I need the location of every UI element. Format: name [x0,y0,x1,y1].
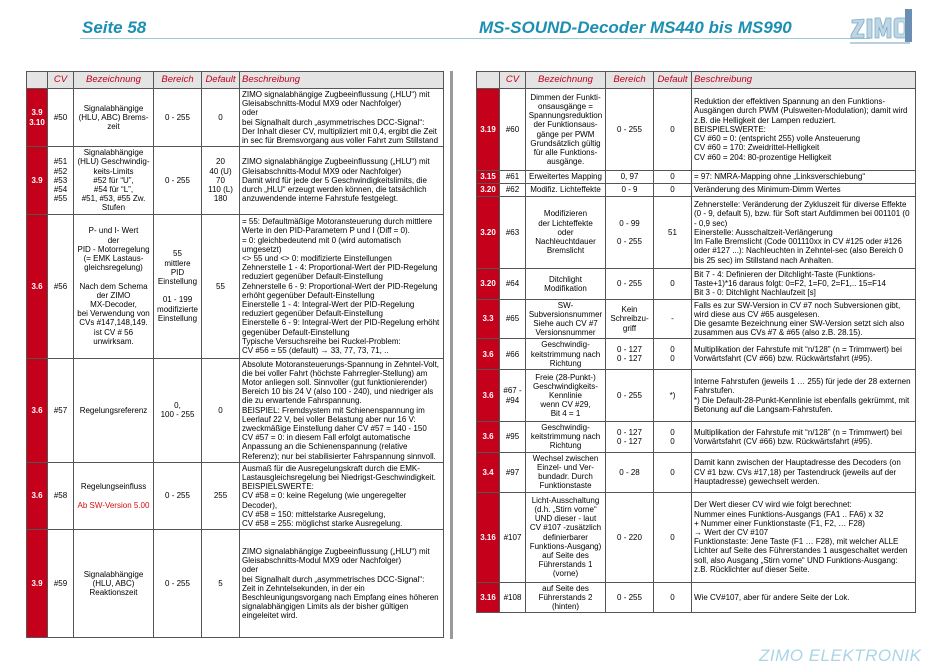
cv-range [154,89,202,147]
cv-default-text: 51 [668,227,677,237]
section-ref-text: 3.4 [482,467,494,477]
cv-number [500,184,526,197]
cv-name-text: Licht-Ausschaltung (d.h. „Stirn vorne“ UND dieser - laut CV #107 -zusätzlich definierbarer Funktions-Ausgang) auf Seite des Führerstands 1 (vorne) [529,495,602,579]
cv-description-text: Reduktion der effektiven Spannung an den Funktions-Ausgängen durch PWM (Pulsweiten-Modulation); damit wird z.B. die Helligkeit der Lampen reduziert. BEISPIELSWERTE: CV #60 = 0: (entspricht 255) volle Ansteuerung CV #60 = 170: Zweidrittel-Helligkeit CV #60 = 204: 80-prozentige Helligkeit [694,97,908,162]
footer-brand: ZIMO ELEKTRONIK [759,646,922,665]
section-ref [477,89,500,171]
cv-range-text: Kein Schreibzu- griff [610,305,649,333]
section-ref-text: 3.9 [31,579,43,589]
col-default-header: Default [202,72,240,89]
cv-name-text: Erweitertes Mapping [529,172,602,182]
cv-row [477,582,916,613]
version-note: Ab SW-Version 5.00 [77,500,150,510]
cv-number-text: #63 [505,227,520,237]
cv-name [74,530,154,638]
cv-default-text: 0 [218,405,223,415]
cv-range-text: 0 - 9 [621,185,638,195]
cv-name-text: P- und I- Wert der PID - Motorregelung (= EMK Lastaus- gleichsregelung) Nach dem Schema der ZIMO MX-Decoder, bei Verwendung von CVs #147,148,149. ist CV # 56 unwirksam. [77,226,150,346]
cv-default-text: *) [669,390,676,400]
cv-default [654,89,692,171]
cv-name-text: Regelungseinfluss [80,482,147,492]
cv-name [74,147,154,214]
cv-default [654,452,692,492]
cv-row [477,422,916,453]
cv-description-text: Absolute Motoransteuerungs-Spannung in Zehntel-Volt, die bei voller Fahrt (höchste Fahrregler-Stellung) am Motor anliegen soll. Sinnvoller (gut funktionierender) Bereich 10 bis 24 V (also 100 - 240), und niedriger als die zu erwartende Fahrspannung. BEISPIEL: Fremdsystem mit Schienenspannung im Leerlauf 22 V, bei voller Belastung aber nur 16 V: zweckmäßige Einstellung daher CV #57 = 140 - 150 CV #57 = 0: in diesem Fall erfolgt automatische Anpassung an die Schienenspannung (relative Referenz); nur bei stabilisierter Fahrspannung sinnvoll. [242,359,440,461]
cv-row [27,89,444,147]
col-range-header: Bereich [606,72,654,89]
cv-number [48,358,74,462]
section-ref [477,299,500,339]
section-ref-text: 3.6 [31,491,43,501]
cv-description-text: ZIMO signalabhängige Zugbeeinflussung („HLU“) mit Gleisabschnitts-Modul MX9 oder Nachfolger) Damit wird für jede der 5 Geschwindigkeitslimits, die durch „HLU“ erzeugt werden können, die tatsächlich anzuwendende interne Fahrstufe festgelegt. [242,157,430,204]
cv-row [27,358,444,462]
cv-range-text: 0 - 127 0 - 127 [617,345,642,364]
cv-name [74,358,154,462]
cv-range [606,492,654,582]
section-ref [27,147,48,214]
cv-name [526,452,606,492]
cv-description [240,462,444,529]
cv-description [240,358,444,462]
cv-description-text: Zehnerstelle: Veränderung der Zykluszeit für diverse Effekte (0 - 9, default 5), bzw. für Soft start Aufdimmen bei 001101 (0 - 0,9 sec) Einerstelle: Ausschaltzeit-Verlängerung Im Falle Bremslicht (Code 001110xx in CV #125 oder #126 oder #127 ...): Nachleuchten in Zehntel-sec (also Bereich 0 bis 25 sec) im Stillstand nach Anhalten. [694,200,910,265]
cv-row [27,530,444,638]
cv-default-text: 5 [218,579,223,589]
cv-range-text: 0 - 28 [619,467,640,477]
col-desc-header: Beschreibung [240,72,444,89]
cv-range-text: 0 - 220 [617,532,642,542]
cv-row [27,147,444,214]
col-cv-header: CV [500,72,526,89]
cv-row [477,339,916,370]
cv-name [526,89,606,171]
cv-description-text: Multiplikation der Fahrstufe mit “n/128” (n = Trimmwert) bei Vorwärtsfahrt (CV #66) bzw. Rückwärtsfahrt (#95). [694,345,902,364]
cv-name-text: SW- Subversionsnummer Siehe auch CV #7 Versionsnummer [528,300,603,338]
cv-description-text: Bit 7 - 4: Definieren der Ditchlight-Taste (Funktions-Taste+1)*16 daraus folgt: 0=F2, 1=F0, 2=F1,.. 15=F14 Bit 3 - 0: Ditchlight Nachlaufzeit [s] [694,270,886,298]
section-ref [477,582,500,613]
cv-default-text: 0 [670,185,675,195]
cv-description [692,422,916,453]
cv-name [526,339,606,370]
section-ref-text: 3.9 3.10 [29,108,45,127]
cv-number-text: #58 [53,491,68,501]
cv-default [654,269,692,300]
cv-range-text: 0 - 255 [617,592,642,602]
cv-range [606,299,654,339]
cv-number-text: #107 [503,532,522,542]
cv-range [154,530,202,638]
cv-row [477,269,916,300]
cv-range-text: 0 - 255 [617,124,642,134]
cv-row [477,184,916,197]
section-ref [477,452,500,492]
section-ref [477,492,500,582]
section-ref-text: 3.6 [482,390,494,400]
col-desc-header: Beschreibung [692,72,916,89]
section-ref-text: 3.6 [482,349,494,359]
cv-name-text: auf Seite des Führerstands 2 (hinten) [538,583,593,612]
cv-range [154,462,202,529]
cv-description-text: Interne Fahrstufen (jeweils 1 … 255) für jede der 28 externen Fahrstufen. *) Die Default-28-Punkt-Kennlinie ist ebenfalls gekrümmt, mit Betonung auf die Langsam-Fahrstufen. [694,377,911,414]
cv-description [692,370,916,422]
cv-default-text: 20 40 (U) 70 110 (L) 180 [208,157,233,204]
cv-row [477,171,916,184]
cv-default [202,462,240,529]
cv-name [526,269,606,300]
cv-default [202,530,240,638]
section-ref [27,358,48,462]
cv-description-text: Wie CV#107, aber für andere Seite der Lok. [694,592,850,602]
cv-name-text: Freie (28-Punkt-) Geschwindigkeits- Kennlinie wenn CV #29, Bit 4 = 1 [533,372,598,419]
cv-number-text: #62 [505,185,520,195]
cv-description [692,582,916,613]
page-divider [450,71,453,639]
cv-number-text: #67 - #94 [503,386,522,405]
cv-default [654,197,692,269]
cv-default-text: 0 [670,279,675,289]
cv-name-text: Ditchlight Modifikation [544,274,587,293]
cv-number-text: #57 [53,405,68,415]
cv-number [48,530,74,638]
cv-description [240,530,444,638]
cv-name-text: Signalabhängige (HLU) Geschwindig- keits-Limits #52 für “U”, #54 für “L”, #51, #53, #55 Zw. Stufen [77,148,150,213]
cv-description-text: ZIMO signalabhängige Zugbeeinflussung („HLU“) mit Gleisabschnitts-Modul MX9 oder Nachfolger) oder bei Signalhalt durch „asymmetrisches DCC-Signal“: Zeit in Zehntelsekunden, in der ein Beschleunigungsvorgang nach Empfang eines höheren signalabhängigen Limits als der bisher gültigen eingeleitet wird. [242,546,439,621]
cv-range [606,171,654,184]
cv-number-text: #59 [53,579,68,589]
cv-description [692,339,916,370]
cv-default [202,89,240,147]
cv-range [606,370,654,422]
cv-range [154,358,202,462]
cv-number [500,582,526,613]
cv-description [692,89,916,171]
cv-description [692,184,916,197]
cv-number-text: #56 [53,281,68,291]
cv-name [74,214,154,358]
cv-default-text: 0 [670,467,675,477]
cv-row [27,214,444,358]
col-name-header: Bezeichnung [74,72,154,89]
cv-default [654,370,692,422]
cv-name [74,462,154,529]
cv-range-text: 55 mittlere PID Einstellung 01 - 199 modifizierte Einstellung [157,249,198,323]
cv-range [606,452,654,492]
col-cv-header: CV [48,72,74,89]
cv-description [240,214,444,358]
header-rule [80,38,870,39]
cv-range-text: 0 - 255 [165,113,190,122]
cv-description [692,492,916,582]
cv-range [606,197,654,269]
cv-row [477,197,916,269]
cv-name [526,370,606,422]
cv-default-text: 0 [670,172,675,182]
cv-default [654,492,692,582]
cv-range-text: 0 - 255 [165,175,190,185]
cv-row [27,462,444,529]
cv-default-text: 0 [670,532,675,542]
cv-number [500,269,526,300]
cv-default [202,147,240,214]
cv-description-text: = 97: NMRA-Mapping ohne „Linksverschiebung“ [694,172,865,182]
cv-default [654,582,692,613]
cv-default-text: 55 [216,281,225,291]
section-ref [27,214,48,358]
cv-default-text: 255 [213,491,228,501]
cv-range [606,89,654,171]
section-ref [477,197,500,269]
cv-number-text: #60 [505,124,520,134]
cv-number-text: #66 [505,349,520,359]
cv-number-text: #95 [505,432,520,442]
section-header [27,72,48,89]
cv-range [154,147,202,214]
cv-name [526,184,606,197]
cv-number-text: #61 [505,172,520,182]
cv-number [48,214,74,358]
section-ref-text: 3.20 [480,185,496,195]
page-number: Seite 58 [82,18,147,37]
section-ref-text: 3.9 [31,175,43,185]
col-name-header: Bezeichnung [526,72,606,89]
cv-description [240,147,444,214]
cv-default [202,214,240,358]
section-ref-text: 3.19 [480,124,496,134]
cv-default [654,339,692,370]
cv-range-text: 0 - 255 [617,279,642,289]
cv-name-text: Wechsel zwischen Einzel- und Ver- bundadr. Durch Funktionstaste [532,453,599,491]
cv-default [654,171,692,184]
cv-default-text: 0 0 [670,427,675,446]
cv-range [606,422,654,453]
section-ref-text: 3.6 [31,281,43,291]
cv-description-text: Multiplikation der Fahrstufe mit “n/128” (n = Trimmwert) bei Vorwärtsfahrt (CV #66) bzw. Rückwärtsfahrt (#95). [694,427,902,446]
cv-name-text: Modifiz. Lichteffekte [530,185,601,195]
cv-description-text: Ausmaß für die Ausregelungskraft durch die EMK-Lastausgleichsregelung bei Niedrigst-Geschwindigkeit. BEISPIELSWERTE: CV #58 = 0: keine Regelung (wie ungeregelter Decoder), CV #58 = 150: mittelstarke Ausregelung, CV #58 = 255: möglichst starke Ausregelung. [242,463,436,529]
cv-number [48,147,74,214]
section-ref-text: 3.6 [31,405,43,415]
cv-range-text: 0 - 255 [617,390,642,400]
cv-row [477,89,916,171]
document-title: MS-SOUND-Decoder MS440 bis MS990 [479,18,792,37]
cv-number [500,370,526,422]
cv-name-text: Modifizieren der Lichteffekte oder Nachleuchtdauer Bremslicht [535,209,596,256]
cv-row [477,370,916,422]
section-ref [477,339,500,370]
cv-number [48,462,74,529]
cv-description-text: Veränderung des Minimum-Dimm Wertes [694,185,841,195]
cv-range [606,269,654,300]
cv-description [692,269,916,300]
cv-range [606,339,654,370]
cv-number-text: #51 #52 #53 #54 #55 [53,157,68,204]
cv-number-text: #65 [505,314,520,324]
cv-description [692,299,916,339]
cv-range-text: 0, 97 [620,172,639,182]
cv-description [240,89,444,147]
cv-default-text: 0 [670,124,675,134]
cv-number [500,422,526,453]
cv-name-text: Geschwindig- keitstrimmung nach Richtung [530,423,601,451]
section-ref-text: 3.20 [480,279,496,289]
cv-name [526,299,606,339]
cv-number [500,492,526,582]
section-header [477,72,500,89]
cv-name-text: Dimmen der Funkti- onsausgänge = Spannungsreduktion der Funktionsaus- gänge per PWM Grundsätzlich gültig für alle Funktions- ausgänge. [528,92,603,167]
cv-range [154,214,202,358]
section-ref [477,171,500,184]
cv-range-text: 0 - 127 0 - 127 [617,427,642,446]
cv-range [606,184,654,197]
col-range-header: Bereich [154,72,202,89]
cv-number [500,299,526,339]
cv-number [48,89,74,147]
zimo-logo [848,6,914,50]
cv-description [692,171,916,184]
cv-name-text: Regelungsreferenz [79,405,148,415]
col-default-header: Default [654,72,692,89]
cv-range [606,582,654,613]
section-ref-text: 3.15 [480,172,496,182]
cv-row [477,492,916,582]
section-ref [27,89,48,147]
cv-default-text: 0 [218,113,223,122]
cv-number [500,171,526,184]
cv-number [500,339,526,370]
section-ref [477,269,500,300]
cv-range-text: 0 - 255 [165,491,190,501]
cv-default-text: - [671,314,674,324]
cv-number-text: #108 [503,592,522,602]
cv-default [202,358,240,462]
cv-range-text: 0, 100 - 255 [160,401,195,420]
cv-default [654,422,692,453]
section-ref [477,370,500,422]
cv-name [526,197,606,269]
cv-number [500,452,526,492]
cv-description-text: Damit kann zwischen der Hauptadresse des Decoders (on CV #1 bzw. CVs #17,18) per Tastendruck (jeweils auf der Hauptadresse) gewechselt werden. [694,458,901,486]
cv-default [654,299,692,339]
left-cv-table [26,71,444,638]
cv-row [477,299,916,339]
section-ref-text: 3.20 [480,227,496,237]
cv-number-text: #64 [505,279,520,289]
cv-name-text: Geschwindig- keitstrimmung nach Richtung [530,340,601,368]
cv-description-text: = 55: Defaultmäßige Motoransteuerung durch mittlere Werte in den PID-Parametern P und I (Diff = 0). = 0: gleichbedeutend mit 0 (wird automatisch umgesetzt) <> 55 und <> 0: modifizierte Einstellungen Zehnerstelle 1 - 4: Proportional-Wert der PID-Regelung reduziert gegenüber Default-Einstellung Zehnerstelle 6 - 9: Proportional-Wert der PID-Regelung erhöht gegenüber Default-Einstellung Einerstelle 1 - 4: Integral-Wert der PID-Regelung reduziert gegenüber Default-Einstellung Einerstelle 6 - 9: Integral-Wert der PID-Regelung erhöht gegenüber Default-Einstellung Typische Versuchsreihe bei Ruckel-Problem: CV #56 = 55 (default) → 33, 77, 73, 71, .. [242,217,440,355]
cv-name [526,422,606,453]
section-ref [477,184,500,197]
section-ref-text: 3.6 [482,432,494,442]
cv-number-text: #97 [505,467,520,477]
right-cv-table [476,71,916,613]
section-ref-text: 3.16 [480,532,496,542]
section-ref-text: 3.3 [482,314,494,324]
section-ref [27,462,48,529]
cv-description-text: Falls es zur SW-Version in CV #7 noch Subversionen gibt, wird diese aus CV #65 ausgelesen. Die gesamte Bezeichnung einer SW-Version setzt sich also zusammen aus CVs #7 & #65 (also z.B. 28.15). [694,300,905,338]
cv-number [500,89,526,171]
cv-description [692,452,916,492]
cv-description-text: Der Wert dieser CV wird wie folgt berechnet: Nummer eines Funktions-Ausgangs (FA1 .. FA6) x 32 + Nummer einer Funktionstaste (F1, F2, … F28) → Wert der CV #107 Funktionstaste: Jene Taste (F1 … F28), mit welcher ALLE Lichter auf Seite des Führerstandes 1 ausgeschaltet werden soll, also Ausgang „Stirn vorne“ UND Funktions-Ausgang: z.B. Rücklichter auf dieser Seite. [694,500,908,574]
cv-number [500,197,526,269]
cv-description-text: ZIMO signalabhängige Zugbeeinflussung („HLU“) mit Gleisabschnitts-Modul MX9 oder Nachfolger) oder bei Signalhalt durch „asymmetrisches DCC-Signal“: Der Inhalt dieser CV, multipliziert mit 0,4, ergibt die Zeit in sec für Bremsvorgang aus voller Fahrt zum Stillstand [242,90,439,146]
cv-name [526,171,606,184]
cv-range-text: 0 - 99 0 - 255 [617,218,642,247]
cv-default-text: 0 0 [670,345,675,364]
cv-name [74,89,154,147]
section-ref-text: 3.16 [480,592,496,602]
cv-name [526,582,606,613]
cv-default [654,184,692,197]
cv-description [692,197,916,269]
cv-name-text: Signalabhängige (HLU, ABC) Brems- zeit [78,103,149,132]
cv-range-text: 0 - 255 [165,579,190,589]
cv-number-text: #50 [53,113,68,122]
cv-name-text: Signalabhängige (HLU, ABC) Reaktionszeit [83,569,144,598]
cv-default-text: 0 [670,592,675,602]
section-ref [27,530,48,638]
cv-name [526,492,606,582]
cv-row [477,452,916,492]
section-ref [477,422,500,453]
